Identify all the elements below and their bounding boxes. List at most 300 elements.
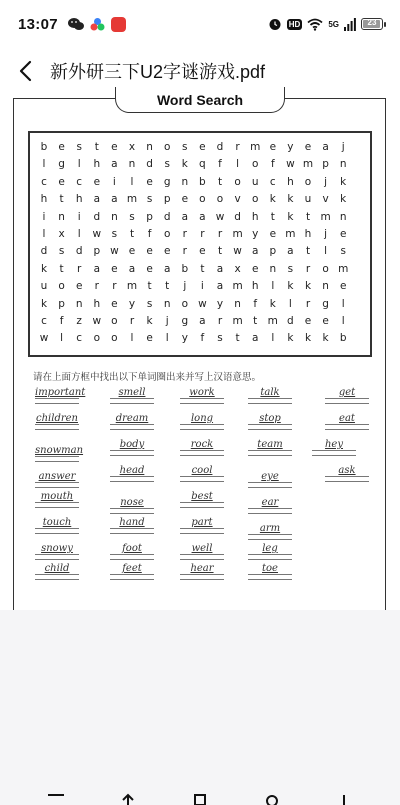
writing-lines (110, 476, 154, 482)
word-item (110, 517, 154, 534)
grid-row (30, 158, 370, 176)
grid-letter: n (75, 297, 83, 310)
word-text: well (191, 543, 213, 554)
search-icon[interactable] (261, 790, 283, 805)
grid-letter: a (199, 210, 206, 223)
grid-letter: k (340, 193, 347, 206)
grid-letter: d (93, 210, 101, 223)
grid-letter: r (305, 297, 311, 310)
list-icon[interactable] (45, 790, 67, 805)
grid-letter: m (250, 141, 261, 153)
grid-letter: a (199, 315, 206, 327)
grid-letter: n (146, 141, 153, 153)
word-text: arm (259, 523, 281, 534)
grid-letter: u (251, 175, 259, 188)
grid-letter: r (235, 141, 240, 153)
grid-letter: n (322, 280, 329, 293)
grid-row (30, 141, 370, 159)
word-item (248, 523, 292, 540)
notification-icons (68, 17, 126, 32)
word-item (325, 465, 369, 482)
grid-letter: p (163, 193, 171, 206)
writing-lines (110, 574, 154, 580)
grid-letter: e (58, 141, 65, 153)
word-item (180, 563, 224, 580)
word-text: snowy (41, 543, 73, 554)
writing-lines (248, 534, 292, 540)
grid-letter: m (232, 280, 243, 293)
grid-letter: e (339, 228, 347, 240)
grid-letter: c (41, 175, 47, 188)
word-text: team (257, 439, 283, 450)
grid-letter: o (93, 332, 101, 345)
word-text: hey (324, 439, 343, 450)
word-text: eat (339, 413, 355, 424)
word-item (248, 543, 292, 560)
grid-letter: s (182, 141, 188, 153)
grid-letter: s (287, 262, 294, 275)
grid-letter: y (216, 297, 224, 310)
app-badge-icon (111, 17, 126, 32)
grid-letter: n (58, 210, 65, 223)
word-text: snowman (35, 445, 84, 456)
writing-lines (180, 528, 224, 534)
word-text: ear (261, 497, 279, 508)
grid-letter: f (147, 228, 152, 240)
grid-letter: e (163, 245, 171, 258)
grid-letter: h (304, 228, 312, 240)
grid-letter: o (234, 175, 241, 188)
grid-letter: x (128, 141, 136, 153)
word-text: dream (115, 413, 149, 424)
word-item (180, 543, 224, 560)
grid-letter: o (111, 332, 118, 345)
grid-letter: h (251, 280, 259, 293)
grid-letter: d (287, 315, 294, 327)
grid-letter: n (163, 297, 171, 310)
grid-letter: k (340, 175, 347, 188)
bottom-toolbar (0, 790, 400, 805)
grid-letter: t (147, 280, 152, 293)
grid-letter: a (216, 262, 224, 275)
grid-letter: i (42, 210, 46, 223)
grid-letter: s (146, 193, 153, 206)
grid-letter: d (146, 158, 153, 171)
status-bar (0, 0, 400, 48)
grid-letter: l (60, 332, 64, 345)
grid-letter: e (199, 141, 206, 153)
grid-letter: e (58, 175, 65, 188)
writing-lines (248, 424, 292, 430)
word-item (110, 543, 154, 560)
grid-letter: a (216, 280, 224, 293)
grid-letter: t (305, 210, 311, 223)
writing-lines (248, 554, 292, 560)
grid-letter: e (269, 141, 277, 153)
grid-letter: a (287, 245, 294, 258)
grid-letter: m (320, 210, 331, 223)
writing-lines (110, 528, 154, 534)
grid-letter: t (200, 262, 205, 275)
grid-letter: l (130, 332, 134, 345)
grid-letter: l (77, 158, 81, 171)
word-item (325, 413, 369, 430)
grid-letter: t (305, 245, 311, 258)
grid-letter: t (129, 228, 135, 240)
word-text: answer (38, 471, 76, 482)
grid-letter: k (40, 297, 48, 310)
writing-lines (110, 424, 154, 430)
grid-letter: w (110, 245, 119, 258)
grid-letter: p (58, 297, 65, 310)
grid-letter: k (40, 262, 48, 275)
grid-letter: w (233, 245, 242, 258)
grid-letter: e (339, 280, 347, 293)
grid-letter: h (93, 297, 101, 310)
grid-letter: u (40, 280, 48, 293)
word-item (248, 439, 292, 456)
grid-letter: e (269, 228, 277, 240)
pdf-page[interactable] (0, 93, 400, 610)
grid-letter: t (270, 210, 275, 223)
writing-lines (248, 482, 292, 488)
word-text: part (191, 517, 213, 528)
grid-letter: k (269, 297, 276, 310)
grid-letter: w (215, 210, 225, 223)
word-text: work (189, 387, 215, 398)
writing-lines (35, 574, 79, 580)
grid-letter: p (269, 245, 277, 258)
grid-letter: c (76, 332, 83, 345)
grid-letter: j (165, 315, 169, 327)
document-title: 新外研三下U2字谜游戏.pdf (50, 61, 266, 82)
grid-letter: h (40, 193, 48, 206)
grid-letter: p (146, 210, 153, 223)
grid-letter: l (42, 158, 46, 171)
grid-letter: y (181, 332, 188, 345)
writing-lines (35, 554, 79, 560)
grid-letter: k (269, 193, 276, 206)
grid-letter: m (232, 228, 243, 240)
grid-letter: o (163, 141, 171, 153)
word-item (248, 413, 292, 430)
grid-row (30, 228, 370, 246)
grid-letter: k (322, 332, 329, 345)
writing-lines (248, 508, 292, 514)
grid-letter: w (92, 228, 102, 240)
grid-letter: l (324, 245, 328, 258)
grid-letter: k (181, 158, 188, 171)
grid-letter: w (286, 158, 295, 171)
grid-row (30, 211, 370, 229)
writing-lines (325, 424, 369, 430)
grid-letter: k (287, 193, 294, 206)
grid-letter: e (128, 245, 136, 258)
grid-letter: m (338, 262, 349, 275)
grid-letter: e (146, 175, 153, 188)
grid-letter: r (217, 315, 223, 327)
word-item (110, 497, 154, 514)
word-item (35, 445, 84, 462)
grid-letter: d (40, 245, 48, 258)
writing-lines (35, 456, 79, 462)
status-right-icons (268, 17, 386, 31)
grid-letter: n (339, 210, 347, 223)
word-text: child (44, 563, 70, 574)
grid-letter: i (112, 175, 116, 188)
grid-letter: t (165, 280, 170, 293)
word-item (35, 491, 79, 508)
writing-lines (248, 450, 292, 456)
grid-letter: o (111, 315, 118, 327)
grid-letter: s (340, 245, 346, 258)
grid-letter: e (146, 245, 153, 258)
word-item (110, 413, 154, 430)
grid-letter: e (322, 315, 329, 327)
grid-letter: n (339, 158, 347, 171)
grid-letter: n (269, 262, 277, 275)
grid-letter: a (181, 210, 189, 223)
word-item (180, 465, 224, 482)
grid-letter: f (253, 297, 258, 310)
writing-lines (325, 476, 369, 482)
share-icon[interactable] (117, 790, 139, 805)
writing-lines (180, 554, 224, 560)
grid-letter: a (251, 245, 259, 258)
writing-lines (35, 482, 79, 488)
writing-lines (35, 502, 79, 508)
grid-letter: e (111, 262, 118, 275)
grid-letter: f (270, 158, 275, 171)
writing-lines (248, 398, 292, 404)
download-icon[interactable] (333, 790, 355, 805)
word-text: nose (120, 497, 144, 508)
grid-letter: u (304, 193, 312, 206)
grid-letter: h (93, 158, 101, 171)
grid-letter: e (111, 297, 118, 310)
grid-letter: k (287, 280, 294, 293)
grid-letter: j (183, 280, 187, 293)
grid-letter: e (75, 280, 83, 293)
grid-letter: d (234, 210, 241, 223)
grid-letter: j (324, 175, 328, 188)
grid-letter: f (200, 332, 205, 345)
grid-letter: s (58, 245, 65, 258)
grid-letter: d (216, 141, 224, 153)
grid-letter: e (304, 315, 312, 327)
word-text: children (36, 413, 78, 424)
grid-letter: y (252, 228, 259, 240)
grid-row (30, 332, 370, 350)
grid-letter: r (94, 280, 99, 293)
grid-row (30, 176, 370, 194)
grid-letter: l (341, 315, 345, 327)
grid-letter: l (271, 332, 275, 345)
writing-lines (110, 508, 154, 514)
writing-lines (180, 476, 224, 482)
word-item (35, 471, 79, 488)
grid-letter: l (288, 297, 292, 310)
writing-lines (180, 450, 224, 456)
grid-letter: i (200, 280, 204, 293)
chevron-left-icon (18, 60, 32, 82)
grid-row (30, 315, 370, 333)
grid-letter: e (199, 245, 206, 258)
grid-letter: n (234, 297, 241, 310)
battery-level: 23 (367, 18, 377, 27)
grid-letter: t (59, 262, 64, 275)
writing-lines (180, 424, 224, 430)
grid-letter: k (304, 332, 312, 345)
grid-letter: s (76, 141, 82, 153)
word-item (180, 387, 224, 404)
word-text: feet (122, 563, 142, 574)
grid-letter: l (271, 280, 275, 293)
grid-letter: e (181, 193, 189, 206)
grid-letter: a (93, 262, 101, 275)
grid-letter: e (146, 262, 153, 275)
writing-lines (110, 398, 154, 404)
grid-letter: w (39, 332, 49, 345)
grid-letter: e (146, 332, 153, 345)
grid-letter: r (217, 228, 223, 240)
word-text: head (119, 465, 145, 476)
writing-lines (325, 398, 369, 404)
grid-letter: t (59, 193, 64, 206)
grid-letter: d (163, 210, 171, 223)
grid-letter: o (181, 297, 189, 310)
grid-letter: p (322, 158, 329, 171)
grid-letter: c (41, 315, 47, 327)
word-item (325, 387, 369, 404)
grid-row (30, 263, 370, 281)
grid-letter: x (58, 228, 65, 240)
grid-letter: w (92, 315, 102, 327)
grid-letter: n (181, 175, 189, 188)
grid-letter: d (75, 245, 83, 258)
grid-letter: y (287, 141, 294, 153)
grid-letter: n (128, 158, 136, 171)
grid-letter: l (341, 297, 345, 310)
grid-letter: v (322, 193, 329, 206)
grid-letter: l (165, 332, 169, 345)
grid-row (30, 193, 370, 211)
worksheet-instruction: 请在上面方框中找出以下单词圈出来并写上汉语意思。 (33, 372, 262, 383)
grid-letter: t (235, 332, 240, 345)
writing-lines (35, 398, 79, 404)
grid-letter: m (126, 280, 138, 293)
alarm-icon (268, 17, 282, 31)
word-item (110, 465, 154, 482)
grid-letter: b (40, 141, 48, 153)
word-text: touch (42, 517, 72, 528)
viewer-background (0, 610, 400, 805)
status-time: 13:07 (18, 15, 58, 33)
word-item (35, 387, 86, 404)
grid-letter: e (93, 175, 101, 188)
grid-letter: g (181, 315, 189, 327)
grid-letter: o (251, 158, 259, 171)
writing-lines (35, 424, 79, 430)
grid-letter: t (217, 175, 223, 188)
writing-lines (180, 398, 224, 404)
grid-letter: r (182, 245, 187, 258)
word-item (180, 413, 224, 430)
grid-letter: z (76, 315, 82, 327)
grid-letter: b (339, 332, 347, 345)
grid-letter: a (111, 158, 118, 171)
word-item (35, 413, 79, 430)
grid-letter: l (42, 228, 46, 240)
grid-letter: j (324, 228, 328, 240)
grid-letter: o (304, 175, 312, 188)
word-item (110, 387, 154, 404)
grid-row (30, 245, 370, 263)
grid-letter: i (77, 210, 81, 223)
word-text: get (338, 387, 356, 398)
word-item (180, 439, 224, 456)
grid-letter: r (200, 228, 205, 240)
grid-letter: m (267, 315, 278, 327)
grid-letter: e (111, 141, 118, 153)
worksheet-title: Word Search (115, 87, 285, 113)
grid-letter: m (232, 315, 243, 327)
word-item (248, 497, 292, 514)
word-text: leg (262, 543, 278, 554)
word-item (35, 563, 79, 580)
grid-letter: q (199, 158, 206, 171)
writing-lines (110, 450, 154, 456)
grid-letter: h (75, 193, 83, 206)
grid-letter: s (129, 210, 135, 223)
hd-badge: HD (288, 19, 301, 29)
word-text: hand (119, 517, 145, 528)
grid-letter: e (251, 262, 259, 275)
word-text: toe (262, 563, 278, 574)
word-item (110, 439, 154, 456)
grid-letter: r (77, 262, 82, 275)
grid-letter: k (287, 332, 294, 345)
grid-letter: a (93, 193, 101, 206)
word-text: important (35, 387, 86, 398)
word-item (312, 439, 356, 456)
grid-letter: s (146, 297, 153, 310)
grid-letter: h (287, 175, 294, 188)
grid-letter: c (76, 175, 83, 188)
wechat-icon (68, 17, 84, 31)
grid-letter: v (234, 193, 241, 206)
word-item (180, 517, 224, 534)
grid-letter: r (129, 315, 135, 327)
grid-letter: h (251, 210, 259, 223)
word-item (248, 471, 292, 488)
grid-letter: r (182, 228, 187, 240)
print-icon[interactable] (189, 790, 211, 805)
back-button[interactable] (0, 48, 50, 93)
writing-lines (35, 528, 79, 534)
grid-letter: a (163, 262, 171, 275)
grid-letter: o (199, 193, 206, 206)
word-text: cool (191, 465, 213, 476)
grid-letter: g (322, 297, 329, 310)
grid-letter: m (126, 193, 138, 206)
word-text: body (119, 439, 145, 450)
grid-letter: y (128, 297, 136, 310)
word-text: long (190, 413, 214, 424)
grid-letter: w (198, 297, 207, 310)
wifi-icon (307, 18, 323, 31)
grid-letter: k (304, 280, 312, 293)
